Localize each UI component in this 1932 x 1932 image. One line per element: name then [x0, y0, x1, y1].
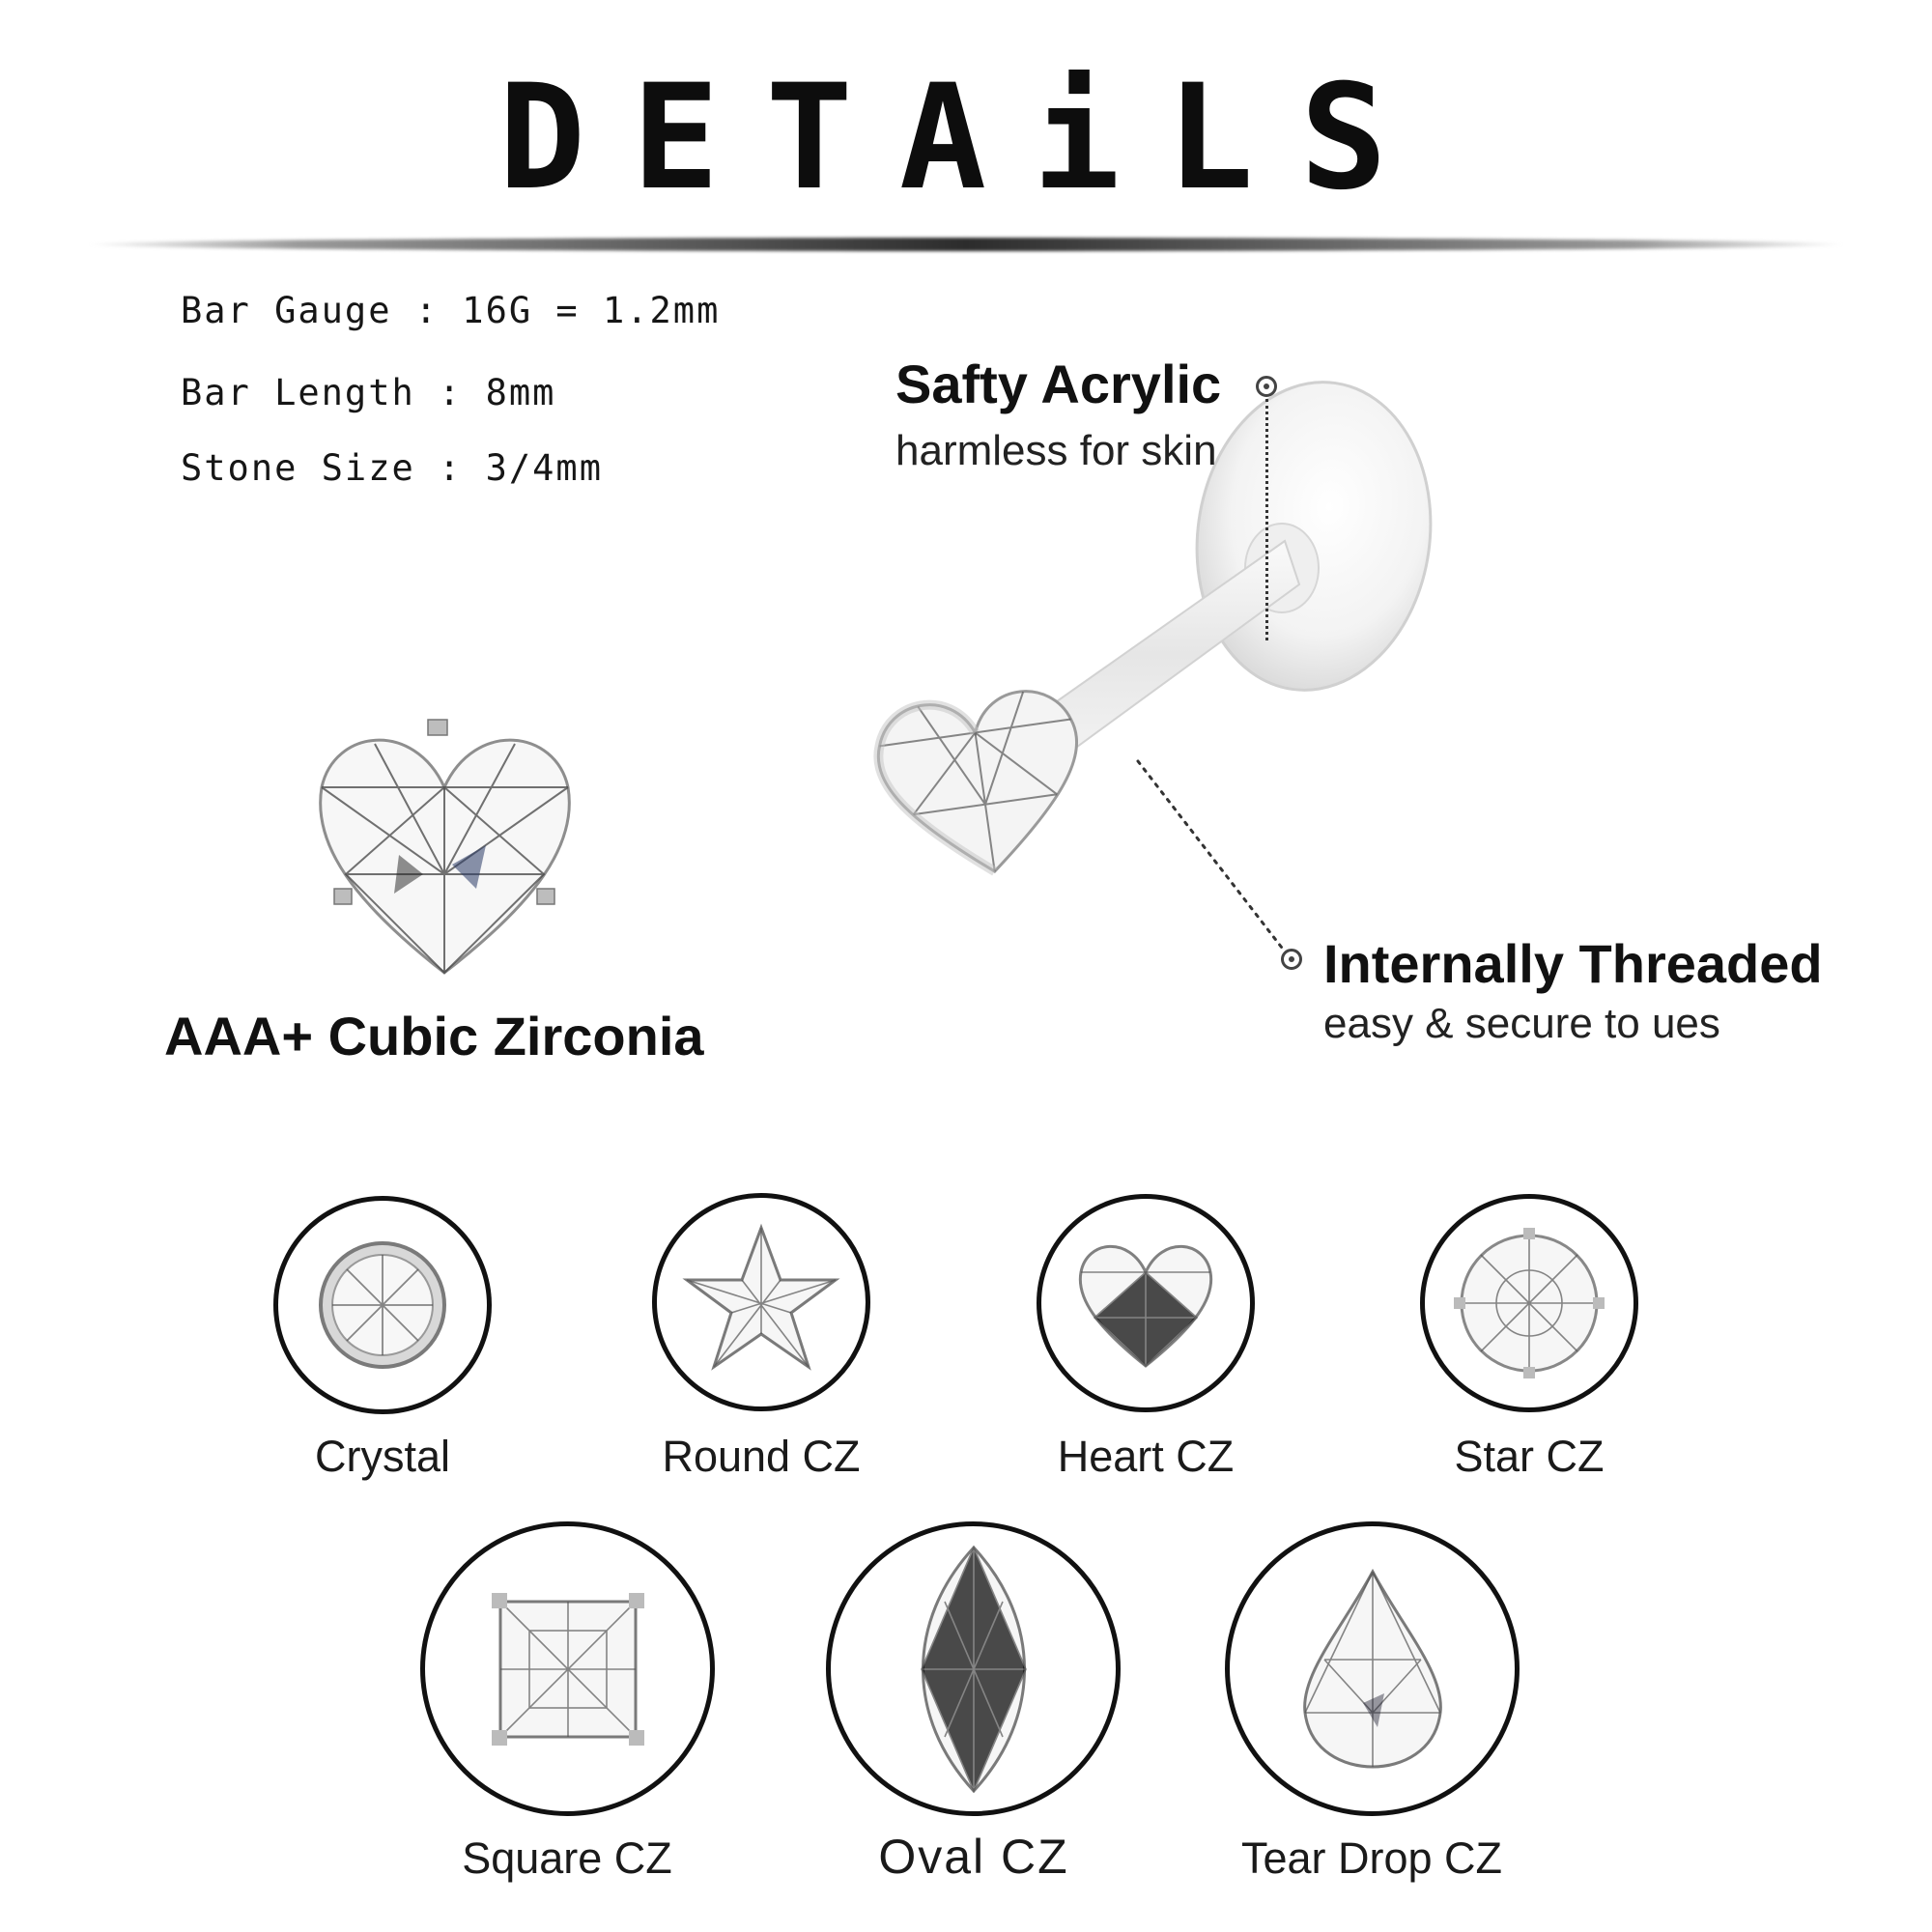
teardrop-cz-icon	[1295, 1568, 1450, 1771]
acrylic-leader-line	[1265, 399, 1268, 640]
spec-stone-size: Stone Size : 3/4mm	[181, 447, 603, 489]
style-option-tear-drop-cz[interactable]	[1225, 1521, 1520, 1816]
style-label-crystal: Crystal	[314, 1432, 451, 1481]
spec-bar-gauge: Bar Gauge : 16G = 1.2mm	[181, 290, 721, 331]
style-option-star-cz[interactable]	[1420, 1194, 1638, 1412]
acrylic-subtext: harmless for skin	[895, 427, 1217, 474]
stone-caption: AAA+ Cubic Zirconia	[164, 1006, 704, 1066]
round-bezel-crystal-icon	[315, 1237, 450, 1373]
style-option-crystal[interactable]	[273, 1196, 492, 1414]
heart-stone-closeup	[307, 720, 582, 980]
square-cz-icon	[486, 1587, 650, 1751]
style-label-tear-drop-cz: Tear Drop CZ	[1240, 1833, 1503, 1883]
thread-heading: Internally Threaded	[1323, 933, 1823, 994]
labret-heart-stone	[871, 685, 1093, 886]
style-option-square-cz[interactable]	[420, 1521, 715, 1816]
heart-cz-icon	[1073, 1236, 1218, 1371]
thread-subtext: easy & secure to ues	[1323, 1000, 1720, 1047]
page-title: DETAiLS	[497, 54, 1435, 222]
style-label-oval-cz: Oval CZ	[878, 1830, 1069, 1884]
title-divider	[87, 238, 1845, 251]
style-option-round-cz[interactable]	[652, 1193, 870, 1411]
acrylic-heading: Safty Acrylic	[895, 354, 1222, 414]
style-option-heart-cz[interactable]	[1037, 1194, 1255, 1412]
style-label-heart-cz: Heart CZ	[1057, 1432, 1235, 1481]
acrylic-callout-marker-icon	[1256, 376, 1277, 397]
marquise-cz-icon	[906, 1544, 1041, 1795]
thread-leader-line	[1130, 753, 1304, 966]
style-label-round-cz: Round CZ	[662, 1432, 861, 1481]
style-option-oval-cz[interactable]	[826, 1521, 1121, 1816]
star-cz-icon	[679, 1220, 843, 1384]
round-cz-icon	[1452, 1226, 1606, 1380]
style-label-star-cz: Star CZ	[1454, 1432, 1605, 1481]
style-label-square-cz: Square CZ	[462, 1833, 672, 1883]
spec-bar-length: Bar Length : 8mm	[181, 372, 556, 413]
